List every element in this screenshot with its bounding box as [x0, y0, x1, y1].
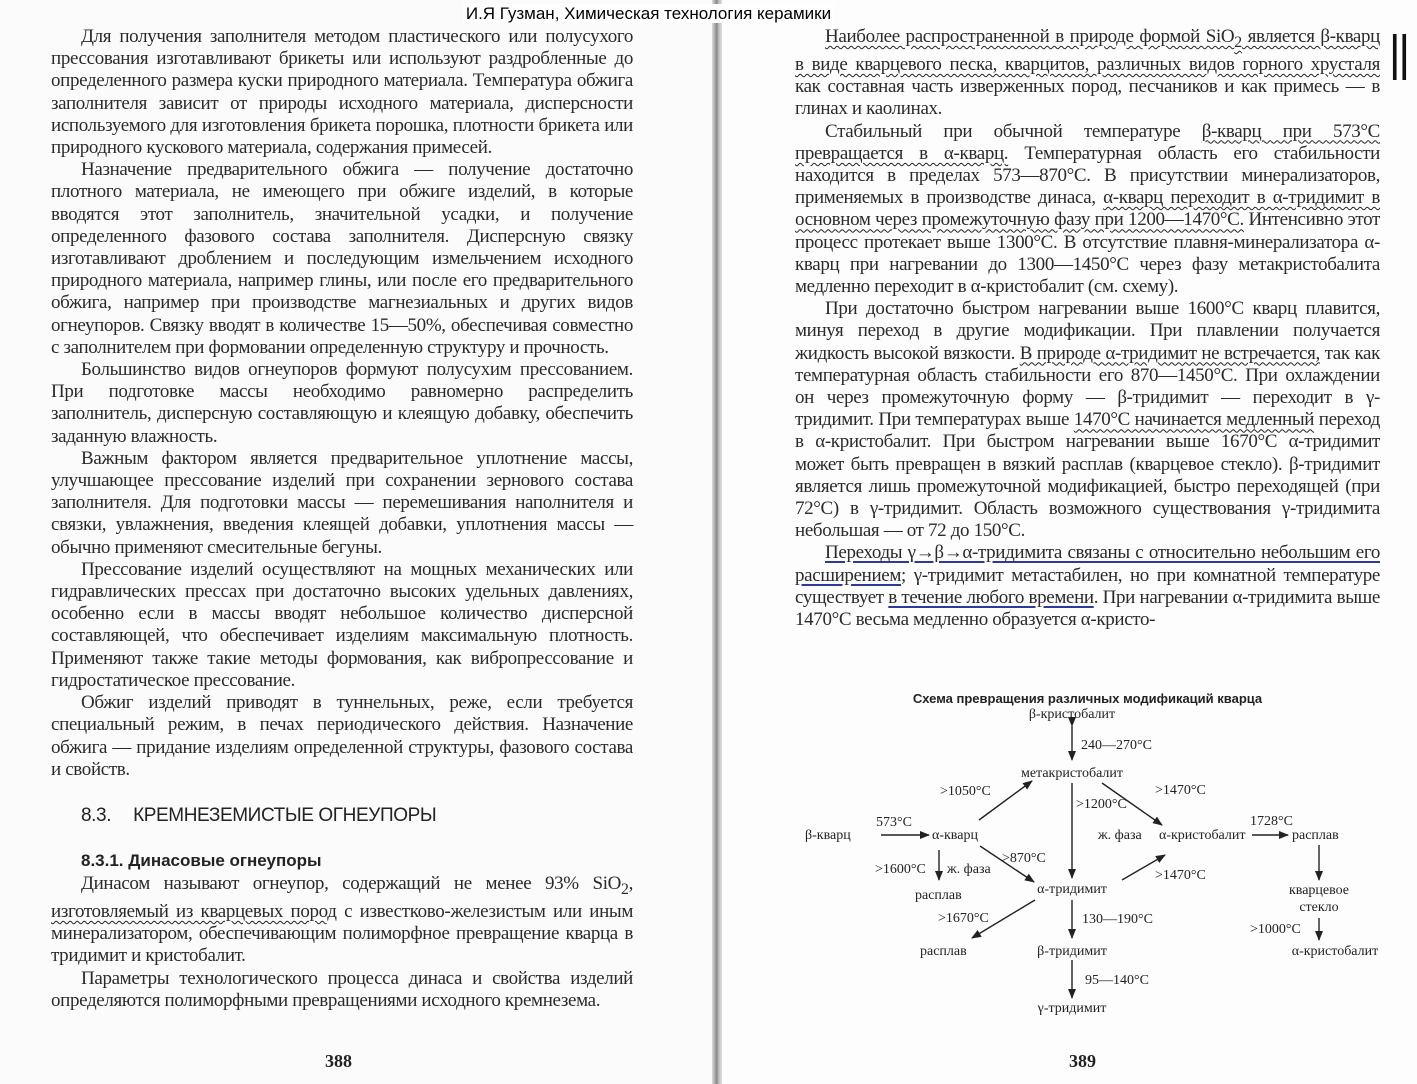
handwritten-underline: В природе α-тридимит не встречается,: [1019, 342, 1320, 364]
node-beta-tridymite: β-тридимит: [1037, 944, 1107, 959]
subscript: 2: [621, 880, 629, 898]
node-alpha-cristobalite: α-кристобалит: [1159, 828, 1246, 843]
paragraph: Большинство видов огнеупоров формуют полусухим прессованием. При подготовке массы необходимо равномерно распределить заполнитель, дисперсную составляющую и клеящую добавку, обеспечить заданную влажность.: [51, 359, 633, 447]
blue-pen-underline: Переходы γ→β→α-тридимита связаны с относительно небольшим его расширением: [795, 542, 1380, 586]
node-gamma-tridymite: γ-тридимит: [1037, 1001, 1107, 1016]
subsection-heading: 8.3.1. Динасовые огнеупоры: [81, 850, 322, 870]
node-quartz-glass-line1: кварцевое: [1288, 883, 1350, 898]
label-870: >870°С: [1002, 851, 1046, 866]
section-title: КРЕМНЕЗЕМИСТЫЕ ОГНЕУПОРЫ: [133, 804, 437, 826]
paragraph: Важным фактором является предварительное уплотнение массы, улучшающее прессование изделий при сохранении зернового состава заполнителя. Для подготовки массы — перемешивания наполнителя и связки, увлажнения, введения клеящей добавки, уплотнения массы — обычно применяют смесительные бегуны.: [51, 447, 633, 558]
page-number: 389: [1069, 1051, 1096, 1071]
section-number: 8.3.: [81, 804, 112, 826]
page-number: 388: [325, 1051, 352, 1071]
node-melt-right: расплав: [1292, 828, 1339, 843]
node-melt-bottom: расплав: [920, 944, 967, 959]
handwritten-underline: Наиболее распространенной в природе формой SiO: [825, 26, 1235, 47]
paragraph: [51, 873, 633, 968]
text-run: как составная часть изверженных пород, песчаников и как примесь — в глинах и каолинах.: [795, 76, 1380, 120]
handwritten-underline: β-кварц при 573°С превращается в α-кварц.: [795, 120, 1380, 164]
handwritten-underline: α-кварц переходит в α-тридимит в основном через промежуточную фазу при 1200—1470°С.: [795, 187, 1380, 231]
label-1728: 1728°С: [1250, 814, 1293, 829]
text-run: с известково-железистым или иным минерализатором, обеспечивающим полиморфное превращение кварца в тридимит и кристобалит.: [51, 900, 633, 967]
right-page: [722, 0, 1417, 1084]
node-alpha-quartz: α-кварц: [932, 828, 978, 843]
label-1200: >1200°С: [1076, 797, 1127, 812]
left-page-text: [51, 26, 633, 1012]
quartz-transformation-scheme: [722, 0, 1417, 1084]
document-title: И.Я Гузман, Химическая технология керамики: [463, 4, 834, 23]
handwritten-underline: изготовляемый из кварцевых пород: [51, 900, 337, 922]
text-run: так как температурная область стабильности его 870—1450°С. При охлаждении он через промежуточную форму — β-тридимит — переходит в γ-тридимит. При температурах выше: [795, 342, 1380, 431]
text-run: Интенсивно этот процесс протекает выше 1300°С. В отсутствие плавня-минерализатора α-кварц при нагревании до 1300—1450°С через фазу метакристобалита медленно переходит в α-кристобалит (см. схему).: [795, 209, 1380, 298]
label-1600: >1600°С: [875, 862, 926, 877]
node-beta-cristobalite: β-кристобалит: [1028, 707, 1116, 722]
paragraph: Параметры технологического процесса динаса и свойства изделий определяются полиморфными превращениями исходного кремнезема.: [51, 967, 633, 1011]
document-header: [0, 4, 1357, 24]
handwritten-underline: 1470°С начинается медленный: [1073, 409, 1315, 431]
paragraph: Для получения заполнителя методом пластического или полусухого прессования изготавливают брикеты или используют раздробленные до определенного размера куски природного материала. Температура обжига заполнителя зависит от природы исходного материала, дисперсности используемого для изготовления брикета порошка, плотности брикета или природного кускового материала, содержания примесей.: [51, 26, 633, 159]
node-quartz-glass-line2: стекло: [1299, 900, 1339, 915]
label-liquid-phase-1: ж. фаза: [1098, 828, 1142, 843]
label-liquid-phase-2: ж. фаза: [947, 862, 991, 877]
node-metacristobalite: метакристобалит: [1020, 766, 1124, 781]
text-run: Температурная область его стабильности находится в пределах 573—870°С. В присутствии минерализаторов, применяемых в производстве динаса,: [795, 142, 1380, 209]
node-melt-left: расплав: [915, 888, 962, 903]
node-beta-quartz: β-кварц: [805, 828, 851, 843]
label-1470-a: >1470°С: [1155, 783, 1206, 798]
text-run: ; γ-тридимит метастабилен, но при комнатной температуре существует: [795, 564, 1380, 608]
node-alpha-tridymite: α-тридимит: [1037, 882, 1107, 897]
paragraph: Назначение предварительного обжига — получение достаточно плотного материала, не имеющего при обжиге изделий, в которые вводятся этот заполнитель, значительной усадки, и получение определенного фазового состава заполнителя. Дисперсную связку изготавливают дроблением и последующим измельчением исходного природного материала, например глины, или после его предварительного обжига, например при производстве магнезиальных и других видов огнеупоров. Связку вводят в количестве 15—50%, обеспечивая совместно с заполнителем при формовании определенную структуру и прочность.: [51, 159, 633, 358]
text-run: . При нагревании α-тридимита выше 1470°С весьма медленно образуется α-кристо-: [795, 586, 1381, 631]
label-1670: >1670°С: [938, 911, 989, 926]
blue-pen-underline: в течение любого времени: [888, 586, 1094, 608]
label-95-140: 95—140°С: [1085, 973, 1149, 988]
paragraph: Обжиг изделий приводят в туннельных, реже, если требуется специальный режим, в печах периодического действия. Назначение обжига — придание изделиям определенной структуры, фазового состава и свойств.: [51, 692, 633, 780]
text-run: Динасом называют огнеупор, содержащий не менее 93% SiO: [81, 872, 622, 894]
label-573: 573°С: [876, 815, 912, 830]
section-heading: [81, 805, 633, 827]
handwritten-underline: является β-кварц в виде кварцевого песка, кварцитов, различных видов горного хрусталя: [795, 26, 1380, 75]
paragraph: Прессование изделий осуществляют на мощных механических или гидравлических прессах при достаточно высоких удельных давлениях, особенно если в массы вводят небольшое количество дисперсной составляющей, что обеспечивает изделиям максимальную плотность. Применяют также такие методы формования, как вибропрессование и гидростатическое прессование.: [51, 558, 633, 691]
label-130-190: 130—190°С: [1082, 912, 1153, 927]
text-run: При достаточно быстром нагревании выше 1600°С кварц плавится, минуя переход в другие модификации. При плавлении получается жидкость высокой вязкости.: [795, 298, 1380, 364]
text-run: переход в α-кристобалит. При быстром нагревании выше 1670°С α-тридимит может быть превращен в вязкий расплав (кварцевое стекло). β-тридимит является лишь промежуточной модификацией, быстро переходящей (при 72°С) в γ-тридимит. Область возможного существования γ-тридимита небольшая — от 72 до 150°С.: [795, 409, 1380, 542]
subscript: 2: [1234, 33, 1242, 51]
label-1470-b: >1470°С: [1155, 868, 1206, 883]
label-1050: >1050°С: [940, 784, 991, 799]
label-1000: >1000°С: [1250, 922, 1301, 937]
scheme-title: Схема превращения различных модификаций кварца: [912, 691, 1263, 706]
handwritten-margin-mark: ||: [1387, 26, 1406, 80]
node-alpha-cristobalite-2: α-кристобалит: [1291, 944, 1379, 959]
text-run: ,: [628, 872, 633, 894]
text-run: Стабильный при обычной температуре: [825, 120, 1202, 142]
label-240-270: 240—270°С: [1081, 738, 1152, 753]
